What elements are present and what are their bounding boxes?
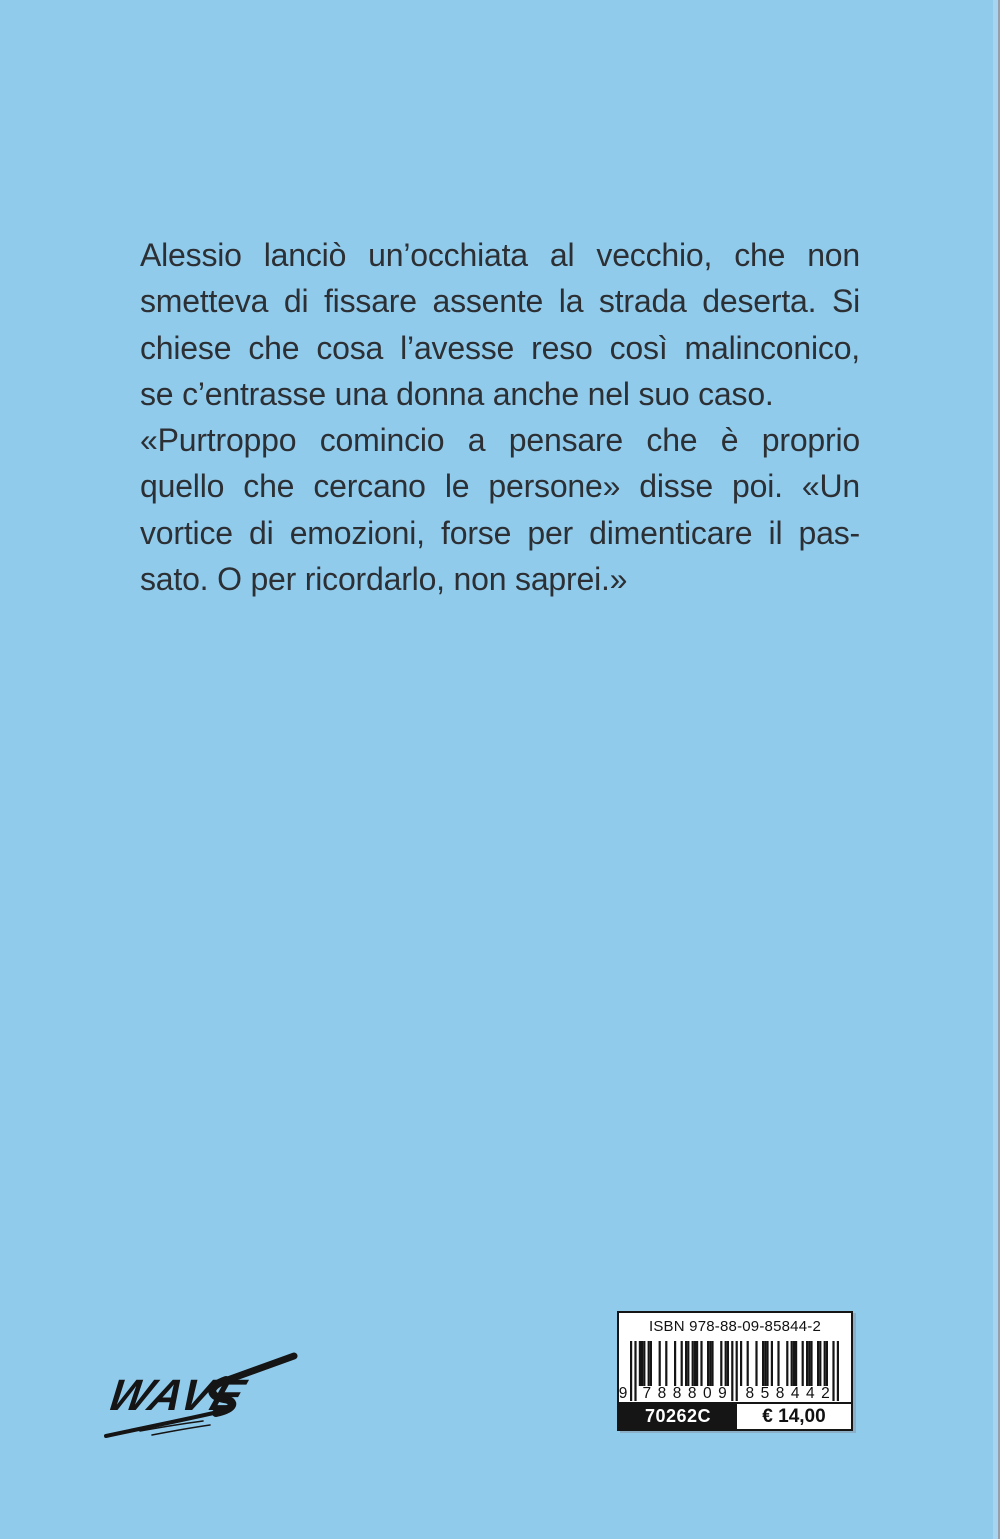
waves-logo-icon — [98, 1346, 298, 1441]
publisher-logo-waves — [98, 1346, 298, 1441]
isbn-text: ISBN 978-88-09-85844-2 — [648, 1318, 821, 1335]
blurb-line: Alessio lanciò un’occhiata al vecchio, che non — [140, 237, 860, 273]
blurb-line: chiese che cosa l’avesse reso così malinconico, — [140, 329, 860, 366]
back-cover-blurb — [140, 232, 860, 602]
barcode-digit-first: 9 — [618, 1385, 628, 1402]
ean13-barcode — [619, 1341, 851, 1402]
blurb-line: quello che cercano le persone» disse poi. «Un — [140, 468, 860, 505]
blurb-line: smetteva di fissare assente la strada deserta. Si — [140, 283, 860, 320]
label-bottom-row — [619, 1402, 851, 1429]
barcode-digit-group-left: 788809 — [642, 1385, 734, 1402]
blurb-line: vortice di emozioni, forse per dimenticare il pas- — [140, 514, 860, 551]
barcode-digit-group-right: 858442 — [745, 1385, 837, 1402]
price-value: € 14,00 — [737, 1404, 851, 1429]
blurb-line: se c’entrasse una donna anche nel suo caso. — [140, 375, 774, 412]
waves-logo-text: WAVE — [101, 1370, 254, 1420]
blurb-line: «Purtroppo comincio a pensare che è proprio — [140, 422, 860, 459]
blurb-line: sato. O per ricordarlo, non saprei.» — [140, 561, 628, 598]
edition-code: 70262C — [619, 1404, 737, 1429]
isbn-price-label — [617, 1311, 853, 1431]
